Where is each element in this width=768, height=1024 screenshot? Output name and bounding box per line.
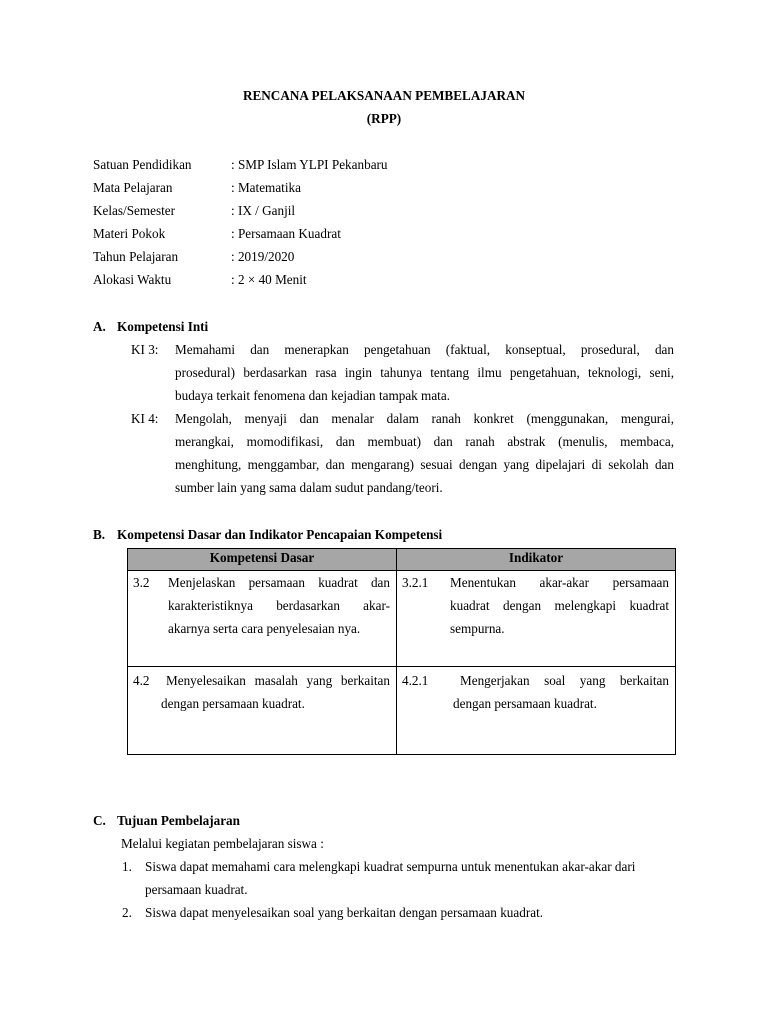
goal-line: Siswa dapat menyelesaikan soal yang berkaitan dengan persamaan kuadrat. <box>145 905 544 920</box>
table-cell <box>128 667 397 755</box>
ki4-line: sumber lain yang sama dalam sudut pandang/teori. <box>175 480 443 495</box>
goal-line: persamaan kuadrat. <box>145 882 248 897</box>
indicator-line: Menentukan akar-akar persamaan <box>450 575 669 590</box>
indicator-line: Mengerjakan soal yang berkaitan <box>460 673 669 688</box>
kd-line: Menyelesaikan masalah yang berkaitan <box>166 673 390 688</box>
kd-line: karakteristiknya berdasarkan akar- <box>168 598 390 613</box>
kd-line: Menjelaskan persamaan kuadrat dan <box>168 575 390 590</box>
ki3-line: prosedural) berdasarkan rasa ingin tahunya tentang ilmu pengetahuan, teknologi, seni, <box>175 365 674 380</box>
identity-value: : SMP Islam YLPI Pekanbaru <box>231 157 388 172</box>
section-b-letter: B. <box>93 527 106 542</box>
ki4-line: Mengolah, menyaji dan menalar dalam ranah konkret (menggunakan, mengurai, <box>175 411 674 426</box>
section-b-heading: Kompetensi Dasar dan Indikator Pencapaian Kompetensi <box>117 527 443 542</box>
ki4-label: KI 4: <box>131 411 159 426</box>
indicator-line: kuadrat dengan melengkapi kuadrat <box>450 598 669 613</box>
column-header: Kompetensi Dasar <box>128 549 397 571</box>
identity-value: : Matematika <box>231 180 301 195</box>
identity-label: Satuan Pendidikan <box>93 157 192 172</box>
ki3-line: budaya terkait fenomena dan kejadian tampak mata. <box>175 388 450 403</box>
ki3-line: Memahami dan menerapkan pengetahuan (faktual, konseptual, prosedural, dan <box>175 342 674 357</box>
table-cell <box>397 667 676 755</box>
identity-label: Mata Pelajaran <box>93 180 173 195</box>
indicator-number: 3.2.1 <box>402 575 429 590</box>
table-cell <box>397 571 676 667</box>
kd-line: akarnya serta cara penyelesaian nya. <box>168 621 361 636</box>
section-c-intro: Melalui kegiatan pembelajaran siswa : <box>121 836 324 851</box>
ki4-line: menghitung, menggambar, dan mengarang) sesuai dengan yang dipelajari di sekolah dan <box>175 457 674 472</box>
identity-label: Tahun Pelajaran <box>93 249 179 264</box>
identity-value: : 2 × 40 Menit <box>231 272 307 287</box>
section-c-letter: C. <box>93 813 106 828</box>
goal-line: Siswa dapat memahami cara melengkapi kuadrat sempurna untuk menentukan akar-akar dari <box>145 859 636 874</box>
identity-label: Kelas/Semester <box>93 203 176 218</box>
ki3-label: KI 3: <box>131 342 159 357</box>
kd-line: dengan persamaan kuadrat. <box>161 696 305 711</box>
indicator-line: sempurna. <box>450 621 505 636</box>
competency-table <box>127 548 676 755</box>
kd-number: 3.2 <box>133 575 150 590</box>
ki4-line: merangkai, momodifikasi, dan membuat) dan ranah abstrak (menulis, membaca, <box>175 434 674 449</box>
column-header: Indikator <box>397 549 676 571</box>
goal-number: 2. <box>122 905 132 920</box>
section-a-letter: A. <box>93 319 106 334</box>
identity-value: : IX / Ganjil <box>231 203 296 218</box>
document-subtitle: (RPP) <box>366 111 402 126</box>
section-a-heading: Kompetensi Inti <box>117 319 209 334</box>
kd-number: 4.2 <box>133 673 150 688</box>
section-c-heading: Tujuan Pembelajaran <box>117 813 240 828</box>
identity-value: : Persamaan Kuadrat <box>231 226 341 241</box>
identity-label: Alokasi Waktu <box>93 272 172 287</box>
goal-number: 1. <box>122 859 132 874</box>
identity-value: : 2019/2020 <box>231 249 295 264</box>
table-row <box>128 667 676 755</box>
indicator-number: 4.2.1 <box>402 673 429 688</box>
indicator-line: dengan persamaan kuadrat. <box>453 696 597 711</box>
table-cell <box>128 571 397 667</box>
document-title: RENCANA PELAKSANAAN PEMBELAJARAN <box>242 88 526 103</box>
identity-label: Materi Pokok <box>93 226 166 241</box>
table-header-row <box>128 549 676 571</box>
table-row <box>128 571 676 667</box>
